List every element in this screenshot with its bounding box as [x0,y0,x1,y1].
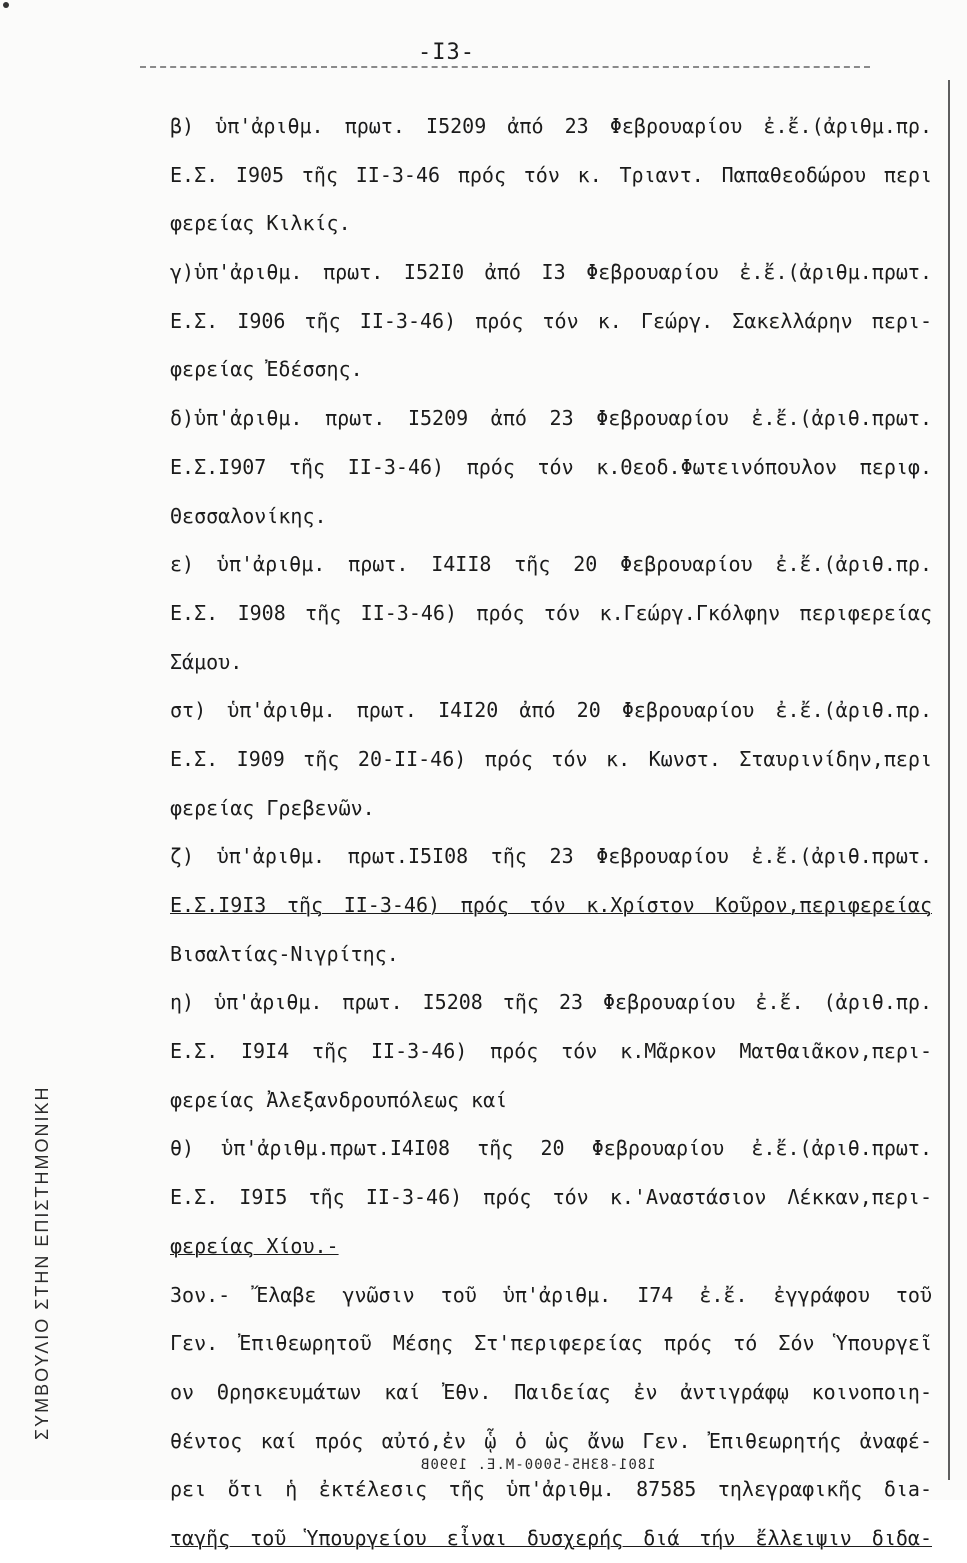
text-line: Βισαλτίας-Νιγρίτης. [170,941,399,966]
margin-rule [948,80,950,1480]
text-line: δ)ὑπ'ἀριθμ. πρωτ. I5209 ἀπό 23 Φεβρουαρίου ἐ.ἔ.(ἀριθ.πρωτ. [170,406,932,431]
text-line: Θεσσαλονίκης. [170,503,327,528]
text-line: 3ον.- Ἔλαβε γνῶσιν τοῦ ὑπ'ἀριθμ. I74 ἐ.ἔ. ἐγγράφου τοῦ [170,1282,932,1307]
text-line: Ε.Σ. I908 τῆς II-3-46) πρός τόν κ.Γεώργ.Γκόλφην περιφερείας [170,600,932,625]
scan-speck [3,2,9,8]
text-line: Ε.Σ. I9I5 τῆς II-3-46) πρός τόν κ.'Αναστάσιον Λέκκαν,περι- [170,1185,932,1210]
text-line: Ε.Σ.I907 τῆς II-3-46) πρός τόν κ.Θεοδ.Φωτεινόπουλον περιφ. [170,454,932,479]
text-line: Γεν. Ἐπιθεωρητοῦ Μέσης Στ'περιφερείας πρός τό Σόν Ὑπουργεῖ [170,1331,932,1356]
text-line: Ε.Σ. I905 τῆς II-3-46 πρός τόν κ. Τριαντ. Παπαθεοδώρου περι [170,162,932,187]
text-line: ε) ὑπ'ἀριθμ. πρωτ. I4II8 τῆς 20 Φεβρουαρίου ἐ.ἔ.(ἀριθ.πρ. [170,552,932,577]
text-line: η) ὑπ'ἀριθμ. πρωτ. I5208 τῆς 23 Φεβρουαρίου ἐ.ἔ. (ἀριθ.πρ. [170,990,932,1015]
text-line: Ε.Σ.I9I3 τῆς II-3-46) πρός τόν κ.Χρίστον Κοῦρον,περιφερείας [170,893,932,917]
text-line: φερείας Γρεβενῶν. [170,795,375,820]
text-line: φερείας Κιλκίς. [170,211,351,236]
text-line: ρει ὅτι ἡ ἐκτέλεσις τῆς ὑπ'ἀριθμ. 87585 τηλεγραφικῆς διa- [170,1477,932,1502]
text-line: β) ὑπ'ἀριθμ. πρωτ. I5209 ἀπό 23 Φεβρουαρίου ἐ.ἔ.(ἀριθμ.πρ. [170,114,932,138]
archive-stamp: ΣΥΜΒΟΥΛΙΟ ΣΤΗΝ ΕΠΙΣΤΗΜΟΝΙΚΗ [32,1085,52,1440]
typed-text-body [170,102,932,1563]
text-line: ταγῆς τοῦ Ὑπουργείου εἶναι δυσχερής διά τήν ἔλλειψιν διδα- [170,1525,932,1550]
text-line: Ε.Σ. I909 τῆς 20-II-46) πρός τόν κ. Κωνστ. Σταυρινίδην,περι [170,746,932,771]
text-line: ζ) ὑπ'ἀριθμ. πρωτ.I5I08 τῆς 23 Φεβρουαρίου ἐ.ἔ.(ἀριθ.πρωτ. [170,844,932,869]
page-number: -I3- [418,40,475,65]
text-line: Σάμου. [170,649,243,674]
text-line: γ)ὑπ'ἀριθμ. πρωτ. I52I0 ἀπό I3 Φεβρουαρίου ἐ.ἔ.(ἀριθμ.πρωτ. [170,260,932,285]
text-line: θ) ὑπ'ἀριθμ.πρωτ.I4I08 τῆς 20 Φεβρουαρίου ἐ.ἔ.(ἀριθ.πρωτ. [170,1136,932,1161]
text-line: ον Θρησκευμάτων καί Ἐθν. Παιδείας ἐν ἀντιγράφῳ κοινοποιη- [170,1379,932,1404]
text-line: Ε.Σ. I906 τῆς II-3-46) πρός τόν κ. Γεώργ. Σακελλάρην περι- [170,308,932,333]
printer-footer: 1801-83H5-5000-M.E. 1990B [420,1457,656,1473]
text-line: θέντος καί πρός αὐτό,ἐν ᾧ ὁ ὡς ἄνω Γεν. Ἐπιθεωρητής ἀναφέ- [170,1428,932,1453]
text-line: φερείας Ἀλεξανδρουπόλεως καί [170,1087,508,1112]
text-line: στ) ὑπ'ἀριθμ. πρωτ. I4I20 ἀπό 20 Φεβρουαρίου ἐ.ἔ.(ἀριθ.πρ. [170,698,932,723]
header-rule [140,66,870,69]
text-line: φερείας Ἐδέσσης. [170,357,363,382]
text-line: Ε.Σ. I9I4 τῆς II-3-46) πρός τόν κ.Μᾶρκον Ματθαιᾶκον,περι- [170,1039,932,1064]
text-line: φερείας Χίου.- [170,1233,339,1258]
